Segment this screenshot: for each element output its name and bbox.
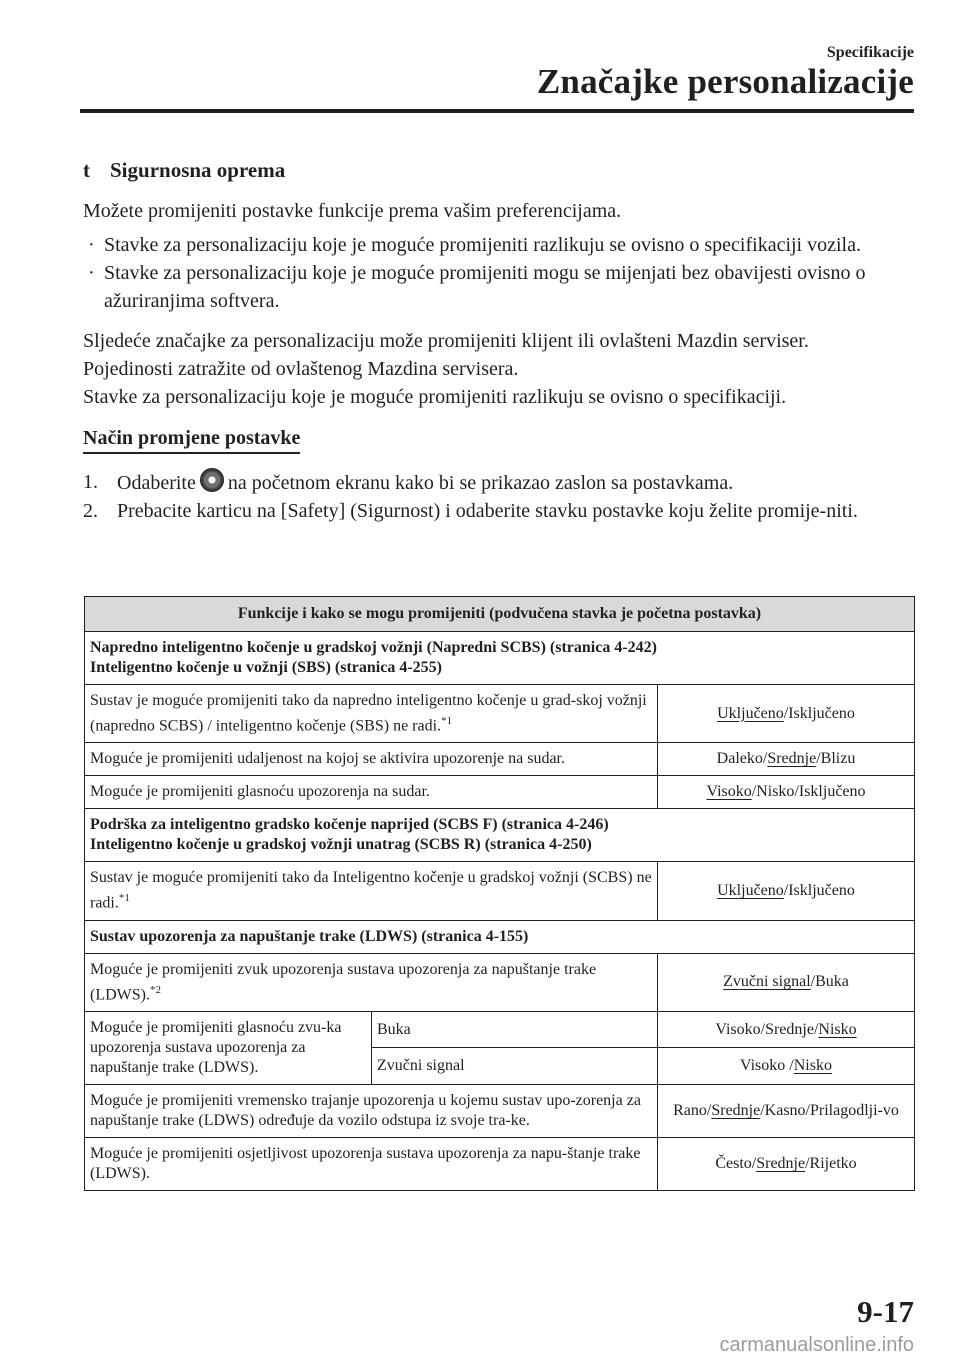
- intro-paragraph: Možete promijeniti postavke funkcije prema vašim preferencijama.: [83, 200, 622, 222]
- sub-label: Zvučni signal: [372, 1048, 658, 1085]
- default-value: Nisko: [793, 1057, 832, 1075]
- table-row: [85, 1137, 915, 1190]
- row-value: Daleko/Srednje/Blizu: [658, 743, 915, 776]
- header-section: Specifikacije: [826, 44, 914, 61]
- table-row: [85, 1084, 915, 1137]
- group-row: [85, 809, 915, 862]
- default-value: Uključeno: [717, 881, 784, 899]
- page-title: Značajke personalizacije: [536, 62, 914, 101]
- default-value: Nisko: [818, 1020, 857, 1038]
- table-header: Funkcije i kako se mogu promijeniti (podvučena stavka je početna postavka): [85, 597, 915, 632]
- note-list: [83, 231, 915, 315]
- info-paragraph: Stavke za personalizaciju koje je moguće promijeniti razlikuju se ovisno o specifikaciji.: [83, 386, 787, 408]
- header-rule: [80, 109, 914, 113]
- default-value: Uključeno: [717, 704, 784, 722]
- default-value: Zvučni signal: [723, 973, 811, 991]
- table-row: [85, 685, 915, 743]
- table-row: [85, 743, 915, 776]
- note-item: · Stavke za personalizaciju koje je moguće promijeniti razlikuju se ovisno o specifikaciji vozila.: [83, 231, 915, 259]
- settings-gear-icon: [200, 468, 224, 492]
- row-description: Moguće je promijeniti glasnoću upozorenja na sudar.: [85, 776, 658, 809]
- sub-label: Buka: [372, 1011, 658, 1048]
- procedure-heading: Način promjene postavke: [83, 427, 300, 454]
- default-value: Srednje: [711, 1101, 761, 1119]
- settings-table: [84, 596, 915, 1191]
- row-description: Sustav je moguće promijeniti tako da napredno inteligentno kočenje u grad-skoj vožnji (napredno SCBS) / inteligentno kočenje (SBS) ne radi.$^{*1}$: [85, 685, 658, 743]
- group-row: [85, 920, 915, 953]
- group-row: [85, 632, 915, 685]
- page-number: 9-17: [857, 1294, 914, 1329]
- table-row: [85, 862, 915, 920]
- row-value: Rano/Srednje/Kasno/Prilagodlji-vo: [658, 1084, 915, 1137]
- default-value: Srednje: [756, 1154, 806, 1172]
- row-description: Moguće je promijeniti glasnoću zvu-ka upozorenja sustava upozorenja za napuštanje trake (LDWS).: [85, 1011, 372, 1084]
- row-description: Moguće je promijeniti zvuk upozorenja sustava upozorenja za napuštanje trake (LDWS).$^{*2}$: [85, 953, 658, 1011]
- bullet-dot: ·: [88, 234, 95, 256]
- section-marker: t: [83, 158, 90, 182]
- step-item: 1. Odaberite na početnom ekranu kako bi se prikazao zaslon sa postavkama.: [83, 468, 915, 497]
- row-value: Visoko/Nisko/Isključeno: [658, 776, 915, 809]
- table-row: [85, 953, 915, 1011]
- group-title: Napredno inteligentno kočenje u gradskoj vožnji (Napredni SCBS) (stranica 4-242) Inteligentno kočenje u vožnji (SBS) (stranica 4-255): [85, 632, 915, 685]
- row-value: Često/Srednje/Rijetko: [658, 1137, 915, 1190]
- row-description: Moguće je promijeniti vremensko trajanje upozorenja u kojemu sustav upo-zorenja za napuštanje trake (LDWS) određuje da vozilo odstupa iz svoje tra-ke.: [85, 1084, 658, 1137]
- content: [83, 158, 915, 525]
- row-value: Zvučni signal/Buka: [658, 953, 915, 1011]
- row-description: Moguće je promijeniti udaljenost na kojoj se aktivira upozorenje na sudar.: [85, 743, 658, 776]
- info-block: [83, 327, 915, 411]
- bullet-dot: ·: [88, 262, 95, 284]
- step-item: 2. Prebacite karticu na [Safety] (Sigurnost) i odaberite stavku postavke koju želite promije-niti.: [83, 500, 858, 522]
- table-header-row: [85, 597, 915, 632]
- info-paragraph: Sljedeće značajke za personalizaciju može promijeniti klijent ili ovlašteni Mazdin serviser.: [83, 330, 809, 352]
- note-item: · Stavke za personalizaciju koje je moguće promijeniti mogu se mijenjati bez obavijesti ovisno o ažuriranjima softvera.: [83, 259, 915, 315]
- row-value: Uključeno/Isključeno: [658, 862, 915, 920]
- row-value: Visoko/Srednje/Nisko: [658, 1011, 915, 1048]
- default-value: Srednje: [767, 750, 817, 768]
- group-title: Podrška za inteligentno gradsko kočenje naprijed (SCBS F) (stranica 4-246) Inteligentno kočenje u gradskoj vožnji unatrag (SCBS R) (stranica 4-250): [85, 809, 915, 862]
- info-paragraph: Pojedinosti zatražite od ovlaštenog Mazdina servisera.: [83, 358, 519, 380]
- table-row: [85, 1011, 915, 1048]
- row-description: Sustav je moguće promijeniti tako da Inteligentno kočenje u gradskoj vožnji (SCBS) ne radi.$^{*1}$: [85, 862, 658, 920]
- section-heading-text: Sigurnosna oprema: [110, 158, 286, 182]
- row-value: Uključeno/Isključeno: [658, 685, 915, 743]
- row-description: Moguće je promijeniti osjetljivost upozorenja sustava upozorenja za napu-štanje trake (LDWS).: [85, 1137, 658, 1190]
- default-value: Visoko: [706, 783, 752, 801]
- section-heading: [83, 158, 915, 183]
- watermark: carmanualsonline.info: [719, 1334, 914, 1356]
- table-row: [85, 776, 915, 809]
- row-value: Visoko /Nisko: [658, 1048, 915, 1085]
- procedure-steps: [83, 468, 915, 525]
- group-title: Sustav upozorenja za napuštanje trake (LDWS) (stranica 4-155): [85, 920, 915, 953]
